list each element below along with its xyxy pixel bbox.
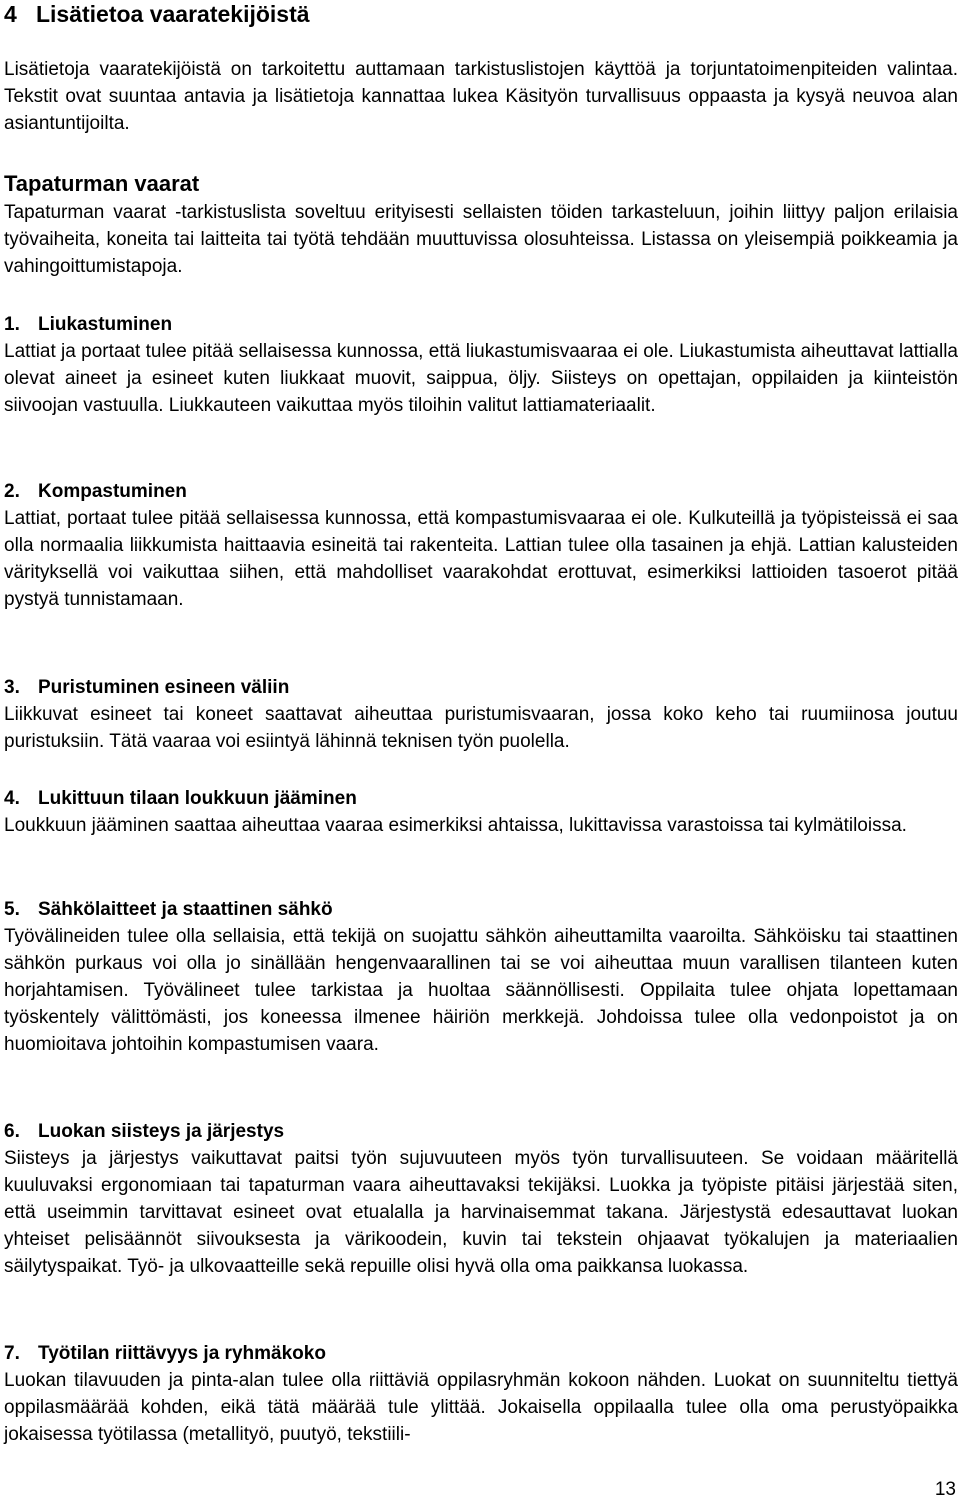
chapter-intro: Lisätietoja vaaratekijöistä on tarkoitettu auttamaan tarkistuslistojen käyttöä ja torjuntatoimenpiteiden valintaa. Tekstit ovat suuntaa antavia ja lisätietoja kannattaa lukea Käsityön turvallisuus oppaasta ja kysyä neuvoa alan asiantuntijoilta. xyxy=(4,59,958,134)
chapter-title xyxy=(4,0,310,28)
list-item-7 xyxy=(4,1340,958,1448)
item-title-2: Kompastuminen xyxy=(38,481,187,502)
item-title-7: Työtilan riittävyys ja ryhmäkoko xyxy=(38,1343,326,1364)
item-heading-2 xyxy=(4,478,958,505)
section-intro: Tapaturman vaarat -tarkistuslista soveltuu erityisesti sellaisten töiden tarkasteluun, joihin liittyy paljon erilaisia työvaiheita, koneita tai laitteita tai työtä tehdään muuttuvissa olosuhteissa. Listassa on yleisempiä poikkeamia ja vahingoittumistapoja. xyxy=(4,202,958,277)
item-body-2: Lattiat, portaat tulee pitää sellaisessa kunnossa, että kompastumisvaaraa ei ole. Kulkuteillä ja työpisteissä ei saa olla normaalia liikkumista haittaavia esineitä tai rakenteita. Lattian tulee olla tasainen ja ehjä. Lattian kalusteiden värityksellä voi vaikuttaa siihen, että mahdolliset vaarakohdat erottuvat, esimerkiksi lattioiden tasoerot pitää pystyä tunnistamaan. xyxy=(4,508,958,610)
item-body-3: Liikkuvat esineet tai koneet saattavat aiheuttaa puristumisvaaran, jossa koko keho tai ruumiinosa joutuu puristuksiin. Tätä vaaraa voi esiintyä lähinnä teknisen työn puolella. xyxy=(4,704,958,752)
item-heading-5 xyxy=(4,896,958,923)
list-item-5 xyxy=(4,896,958,1058)
page-number: 13 xyxy=(934,1479,956,1500)
list-item-3 xyxy=(4,674,958,755)
list-item-1 xyxy=(4,311,958,419)
item-heading-3 xyxy=(4,674,958,701)
item-number-7: 7. xyxy=(4,1343,20,1364)
item-number-6: 6. xyxy=(4,1121,20,1142)
item-body-1: Lattiat ja portaat tulee pitää sellaisessa kunnossa, että liukastumisvaaraa ei ole. Liukastumista aiheuttavat lattialla olevat aineet ja esineet kuten liukkaat muovit, saippua, öljy. Siisteys on opettajan, oppilaiden ja kiinteistön siivoojan vastuulla. Liukkauteen vaikuttaa myös tiloihin valitut lattiamateriaalit. xyxy=(4,341,958,416)
chapter-number: 4 xyxy=(4,1,17,27)
item-body-6: Siisteys ja järjestys vaikuttavat paitsi työn sujuvuuteen myös työn turvallisuuteen. Se voidaan määritellä kuuluvaksi ergonomiaan tai tapaturman vaara aiheuttavaksi tekijäksi. Luokka ja työpiste pitäisi järjestää siten, että useimmin tarvittavat esineet ovat etualalla ja harvinaisemmat takana. Järjestystä edesauttavat luokan yhteiset pelisäännöt siivouksesta ja värikoodein, kuvin tai tekstein ohjaavat työkalujen ja materiaalien säilytyspaikat. Työ- ja ulkovaatteille sekä repuille olisi hyvä olla oma paikkansa luokassa. xyxy=(4,1148,958,1277)
item-title-5: Sähkölaitteet ja staattinen sähkö xyxy=(38,899,333,920)
chapter-title-text: Lisätietoa vaaratekijöistä xyxy=(35,1,310,27)
list-item-2 xyxy=(4,478,958,613)
item-title-4: Lukittuun tilaan loukkuun jääminen xyxy=(38,788,357,809)
list-item-4 xyxy=(4,785,958,839)
item-number-3: 3. xyxy=(4,677,20,698)
item-number-1: 1. xyxy=(4,314,20,335)
item-number-2: 2. xyxy=(4,481,20,502)
item-heading-6 xyxy=(4,1118,958,1145)
list-item-6 xyxy=(4,1118,958,1280)
item-number-5: 5. xyxy=(4,899,20,920)
item-title-3: Puristuminen esineen väliin xyxy=(38,677,290,698)
item-heading-7 xyxy=(4,1340,958,1367)
item-body-4: Loukkuun jääminen saattaa aiheuttaa vaaraa esimerkiksi ahtaissa, lukittavissa varastoissa tai kylmätiloissa. xyxy=(4,815,907,836)
section-title: Tapaturman vaarat xyxy=(4,171,200,196)
item-title-6: Luokan siisteys ja järjestys xyxy=(38,1121,285,1142)
item-heading-1 xyxy=(4,311,958,338)
item-title-1: Liukastuminen xyxy=(38,314,173,335)
item-body-7: Luokan tilavuuden ja pinta-alan tulee olla riittäviä oppilasryhmän kokoon nähden. Luokat on suunniteltu tiettyä oppilasmäärää kohden, eikä tätä määrää tule ylittää. Jokaisella oppilaalla tulee olla oma perustyöpaikka jokaisessa työtilassa (metallityö, puutyö, tekstiili- xyxy=(4,1370,958,1445)
item-number-4: 4. xyxy=(4,788,20,809)
item-body-5: Työvälineiden tulee olla sellaisia, että tekijä on suojattu sähkön aiheuttamilta vaaroilta. Sähköisku tai staattinen sähkön purkaus voi olla jo sinällään hengenvaarallinen tai se voi aiheuttaa muun varallisen tilanteen kuten horjahtamisen. Työvälineet tulee tarkistaa ja huoltaa säännöllisesti. Oppilaita tulee ohjata lopettamaan työskentely välittömästi, jos koneessa ilmenee häiriön merkkejä. Johdoissa tulee olla vedonpoistot ja on huomioitava johtoihin kompastumisen vaara. xyxy=(4,926,958,1055)
item-heading-4 xyxy=(4,785,958,812)
